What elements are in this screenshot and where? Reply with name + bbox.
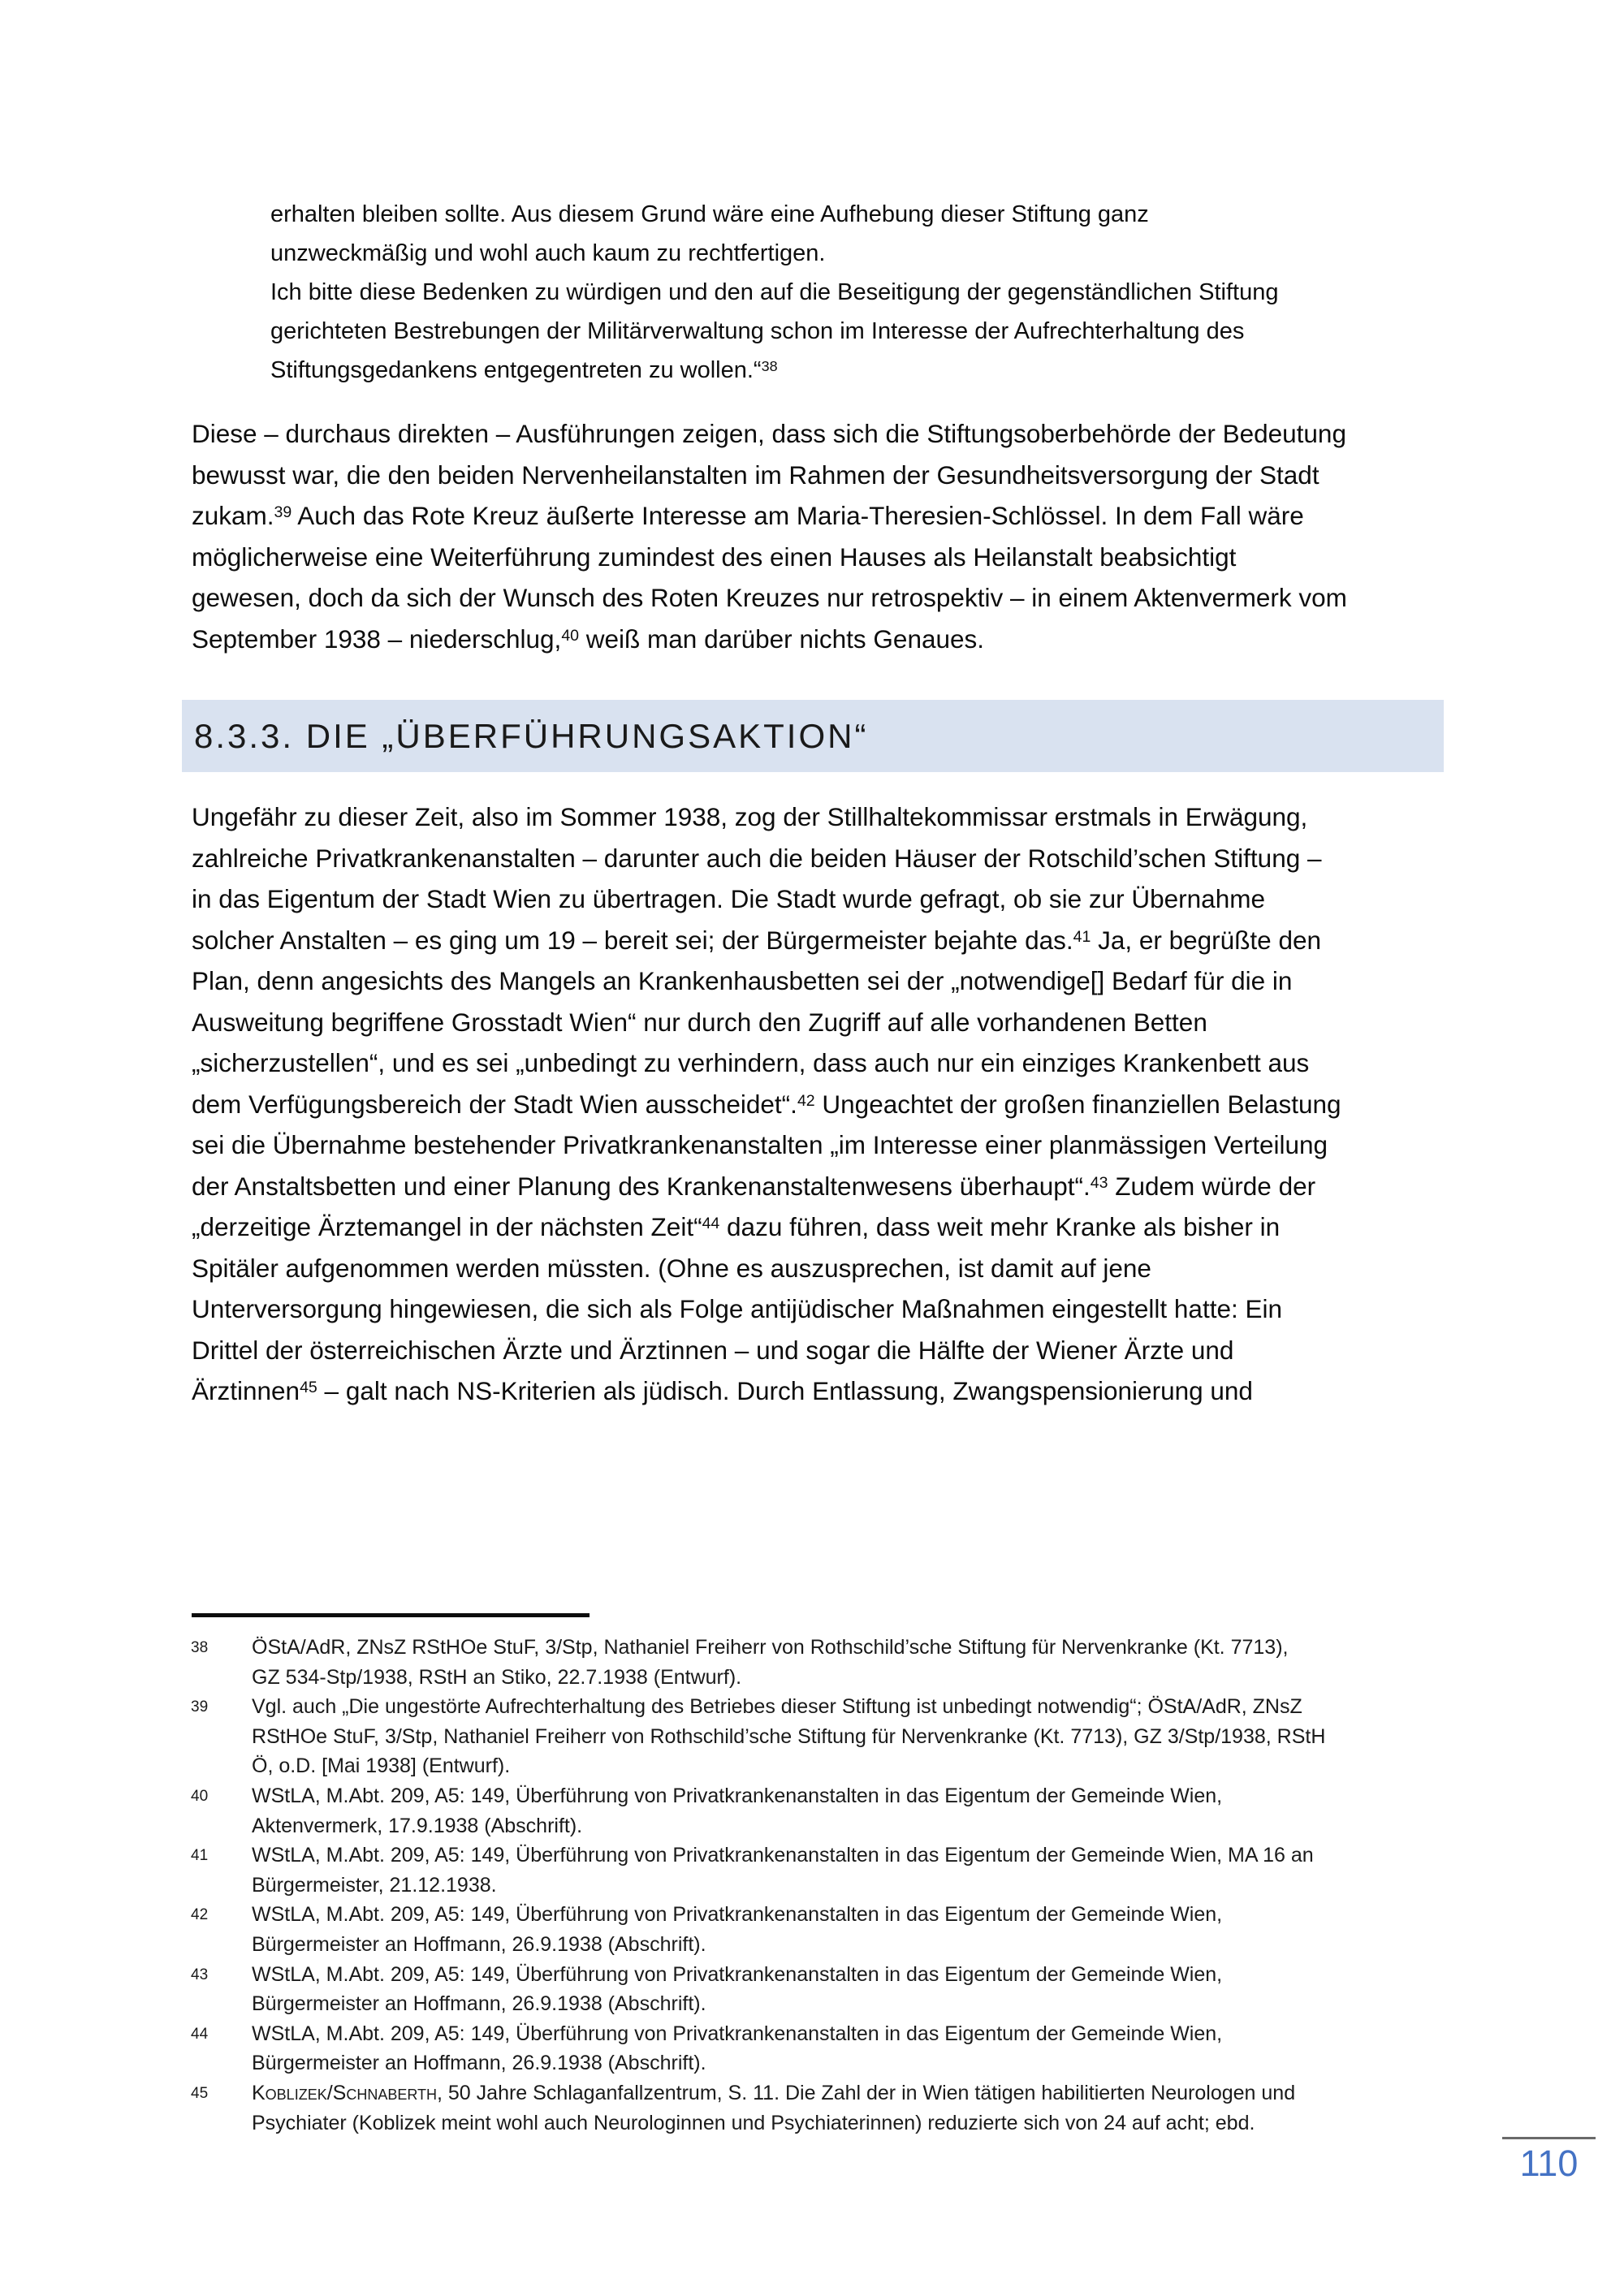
footnote-reference: 44 bbox=[702, 1215, 720, 1233]
text-line: Spitäler aufgenommen werden müssten. (Ohne es auszusprechen, ist damit auf jene bbox=[192, 1253, 1151, 1283]
text-line: WStLA, M.Abt. 209, A5: 149, Überführung von Privatkrankenanstalten in das Eigentum der Gemeinde Wien, MA 16 an bbox=[252, 1844, 1314, 1867]
page-number-rule bbox=[1502, 2137, 1596, 2139]
footnote-number: 43 bbox=[191, 1966, 209, 1983]
text-line: Unterversorgung hingewiesen, die sich als Folge antijüdischer Maßnahmen eingestellt hatte: Ein bbox=[192, 1294, 1282, 1323]
text-line: WStLA, M.Abt. 209, A5: 149, Überführung von Privatkrankenanstalten in das Eigentum der Gemeinde Wien, bbox=[252, 2022, 1223, 2045]
text-line: Ausweitung begriffene Grosstadt Wien“ nur durch den Zugriff auf alle vorhandenen Betten bbox=[192, 1007, 1207, 1037]
text-line: Ärztinnen$^{45}$ – galt nach NS-Kriterien als jüdisch. Durch Entlassung, Zwangspensionierung und bbox=[192, 1376, 1253, 1405]
small-caps-text: Schnaberth bbox=[332, 2081, 438, 2104]
text-line: Stiftungsgedankens entgegentreten zu wollen.“$^{38}$ bbox=[270, 357, 778, 383]
text-line: Plan, denn angesichts des Mangels an Krankenhausbetten sei der „notwendige[] Bedarf für die in bbox=[192, 966, 1293, 995]
text-line: GZ 534-Stp/1938, RStH an Stiko, 22.7.1938 (Entwurf). bbox=[252, 1665, 742, 1689]
section-heading-label: 8.3.3. DIE „ÜBERFÜHRUNGSAKTION“ bbox=[194, 716, 869, 755]
footnotes bbox=[189, 1633, 1325, 2138]
footnote-number: 39 bbox=[191, 1698, 209, 1716]
text-line: „derzeitige Ärztemangel in der nächsten Zeit“$^{44}$ dazu führen, dass weit mehr Kranke als bisher in bbox=[192, 1212, 1281, 1241]
footnote bbox=[189, 1900, 1325, 1959]
text-line: möglicherweise eine Weiterführung zumindest des einen Hauses als Heilanstalt beabsichtigt bbox=[192, 542, 1237, 572]
text-line: ÖStA/AdR, ZNsZ RStHOe StuF, 3/Stp, Nathaniel Freiherr von Rothschild’sche Stiftung für Nervenkranke (Kt. 7713), bbox=[252, 1636, 1289, 1659]
text-line: in das Eigentum der Stadt Wien zu übertragen. Die Stadt wurde gefragt, ob sie zur Übernahme bbox=[192, 884, 1265, 913]
footnote-text bbox=[252, 2078, 1325, 2138]
footnote bbox=[189, 1692, 1325, 1781]
footnote-number: 41 bbox=[191, 1847, 209, 1865]
footnote-number: 38 bbox=[191, 1639, 209, 1656]
footnote-separator bbox=[192, 1613, 590, 1617]
text-line: erhalten bleiben sollte. Aus diesem Grund wäre eine Aufhebung dieser Stiftung ganz bbox=[270, 201, 1149, 227]
footnote-text bbox=[252, 2019, 1325, 2078]
footnote-number: 42 bbox=[191, 1906, 209, 1924]
text-line: unzweckmäßig und wohl auch kaum zu rechtfertigen. bbox=[270, 240, 826, 266]
footnote-text bbox=[252, 1960, 1325, 2019]
footnote-reference: 41 bbox=[1073, 927, 1091, 946]
blockquote bbox=[270, 195, 1278, 390]
footnote bbox=[189, 2019, 1325, 2078]
paragraph bbox=[192, 413, 1347, 659]
text-line: solcher Anstalten – es ging um 19 – bereit sei; der Bürgermeister bejahte das.$^{41}$ Ja, er begrüßte den bbox=[192, 925, 1322, 955]
footnote-text bbox=[252, 1692, 1325, 1781]
footnote bbox=[189, 1781, 1325, 1841]
footnote-reference: 43 bbox=[1090, 1173, 1108, 1192]
footnote bbox=[189, 1633, 1325, 1692]
text-line: RStHOe StuF, 3/Stp, Nathaniel Freiherr von Rothschild’sche Stiftung für Nervenkranke (Kt. 7713), GZ 3/Stp/1938, RStH bbox=[252, 1724, 1326, 1748]
text-line: der Anstaltsbetten und einer Planung des Krankenanstaltenwesens überhaupt“.$^{43}$ Zudem würde der bbox=[192, 1171, 1316, 1201]
text-line: sei die Übernahme bestehender Privatkrankenanstalten „im Interesse einer planmässigen Verteilung bbox=[192, 1130, 1328, 1159]
text-line: Aktenvermerk, 17.9.1938 (Abschrift). bbox=[252, 1814, 583, 1837]
page-number-block bbox=[1502, 2137, 1596, 2185]
text-line: Bürgermeister an Hoffmann, 26.9.1938 (Abschrift). bbox=[252, 2052, 706, 2075]
footnote-reference: 39 bbox=[274, 503, 292, 522]
footnote-text bbox=[252, 1633, 1325, 1692]
text-line: Bürgermeister an Hoffmann, 26.9.1938 (Abschrift). bbox=[252, 1992, 706, 2016]
text-line: WStLA, M.Abt. 209, A5: 149, Überführung von Privatkrankenanstalten in das Eigentum der Gemeinde Wien, bbox=[252, 1784, 1223, 1807]
text-line: Drittel der österreichischen Ärzte und Ärztinnen – und sogar die Hälfte der Wiener Ärzte und bbox=[192, 1335, 1234, 1365]
text-line: September 1938 – niederschlug,$^{40}$ weiß man darüber nichts Genaues. bbox=[192, 624, 985, 654]
footnote-number: 44 bbox=[191, 2025, 209, 2043]
section-heading bbox=[182, 700, 1444, 772]
footnote-reference: 45 bbox=[300, 1379, 317, 1397]
footnote bbox=[189, 1960, 1325, 2019]
text-line: zahlreiche Privatkrankenanstalten – darunter auch die beiden Häuser der Rotschild’schen Stiftung – bbox=[192, 843, 1322, 873]
footnote-number: 40 bbox=[191, 1787, 209, 1805]
footnote bbox=[189, 1841, 1325, 1900]
text-line: Diese – durchaus direkten – Ausführungen zeigen, dass sich die Stiftungsoberbehörde der Bedeutung bbox=[192, 419, 1346, 448]
page-number: 110 bbox=[1519, 2143, 1579, 2184]
text-line: Bürgermeister an Hoffmann, 26.9.1938 (Abschrift). bbox=[252, 1932, 706, 1956]
text-line: Bürgermeister, 21.12.1938. bbox=[252, 1873, 497, 1897]
footnote-reference: 42 bbox=[797, 1091, 815, 1110]
text-line: bewusst war, die den beiden Nervenheilanstalten im Rahmen der Gesundheitsversorgung der Stadt bbox=[192, 460, 1320, 490]
text-line: Ich bitte diese Bedenken zu würdigen und den auf die Beseitigung der gegenständlichen Stiftung bbox=[270, 279, 1279, 305]
text-line: „sicherzustellen“, und es sei „unbedingt zu verhindern, dass auch nur ein einziges Krankenbett aus bbox=[192, 1048, 1310, 1077]
text-line: Ö, o.D. [Mai 1938] (Entwurf). bbox=[252, 1754, 511, 1778]
text-line: Koblizek/Schnaberth, 50 Jahre Schlaganfallzentrum, S. 11. Die Zahl der in Wien tätigen habilitierten Neurologen und bbox=[252, 2081, 1296, 2104]
text-line: WStLA, M.Abt. 209, A5: 149, Überführung von Privatkrankenanstalten in das Eigentum der Gemeinde Wien, bbox=[252, 1903, 1223, 1927]
text-line: WStLA, M.Abt. 209, A5: 149, Überführung von Privatkrankenanstalten in das Eigentum der Gemeinde Wien, bbox=[252, 1962, 1223, 1986]
text-line: Ungefähr zu dieser Zeit, also im Sommer 1938, zog der Stillhaltekommissar erstmals in Erwägung, bbox=[192, 802, 1308, 831]
text-line: dem Verfügungsbereich der Stadt Wien ausscheidet“.$^{42}$ Ungeachtet der großen finanziellen Belastung bbox=[192, 1089, 1341, 1119]
footnote-reference: 38 bbox=[761, 357, 778, 374]
text-line: gewesen, doch da sich der Wunsch des Roten Kreuzes nur retrospektiv – in einem Aktenvermerk vom bbox=[192, 583, 1347, 612]
small-caps-text: Koblizek bbox=[252, 2081, 327, 2104]
footnote-reference: 40 bbox=[561, 626, 580, 645]
text-line: gerichteten Bestrebungen der Militärverwaltung schon im Interesse der Aufrechterhaltung des bbox=[270, 318, 1245, 344]
text-line: zukam.$^{39}$ Auch das Rote Kreuz äußerte Interesse am Maria-Theresien-Schlössel. In dem Fall wäre bbox=[192, 501, 1304, 530]
footnote-text bbox=[252, 1841, 1325, 1900]
footnote bbox=[189, 2078, 1325, 2138]
footnote-number: 45 bbox=[191, 2084, 209, 2102]
footnote-text bbox=[252, 1781, 1325, 1841]
text-line: Psychiater (Koblizek meint wohl auch Neurologinnen und Psychiaterinnen) reduzierte sich von 24 auf acht; ebd. bbox=[252, 2111, 1255, 2134]
paragraph bbox=[192, 796, 1341, 1412]
footnote-text bbox=[252, 1900, 1325, 1959]
text-line: Vgl. auch „Die ungestörte Aufrechterhaltung des Betriebes dieser Stiftung ist unbedingt notwendig“; ÖStA/AdR, ZNsZ bbox=[252, 1695, 1302, 1719]
